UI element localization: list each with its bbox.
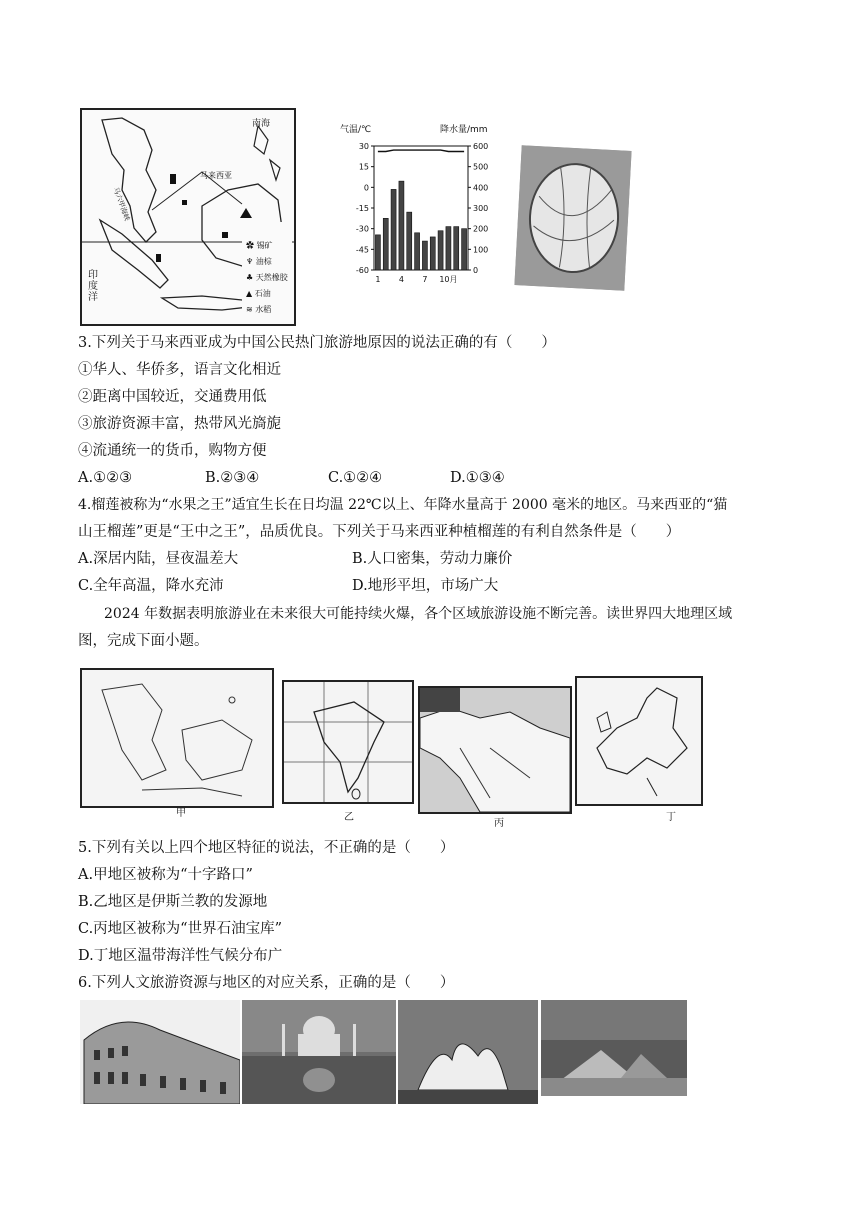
- map-label-country: 马来西亚: [200, 171, 232, 180]
- precip-bar: [383, 218, 388, 270]
- q3-option-d[interactable]: D.①③④: [450, 470, 505, 486]
- q3-stem: 3.下列关于马来西亚成为中国公民热门旅游地原因的说法正确的有（ ）: [78, 335, 556, 351]
- precip-bar: [430, 237, 435, 270]
- precip-bar: [422, 241, 427, 270]
- q5-stem: 5.下列有关以上四个地区特征的说法，不正确的是（ ）: [78, 840, 455, 856]
- map-label-strait: 马六甲海峡: [111, 186, 132, 222]
- region-map-bing-drawing: [420, 688, 570, 812]
- climate-y-left-title: 气温/℃: [340, 125, 372, 135]
- colosseum-photo: [80, 1000, 240, 1104]
- precip-bar: [399, 181, 404, 270]
- precip-bar: [391, 189, 396, 270]
- precip-bar: [407, 212, 412, 270]
- climate-left-tick-label: -30: [355, 224, 369, 234]
- q4-stem-line1: 4.榴莲被称为“水果之王”适宜生长在日均温 22℃以上、年降水量高于 2000 毫米的地区。马来西亚的“猫: [78, 497, 728, 513]
- legend-rice-icon: ≋ 水稻: [246, 305, 272, 314]
- malaysia-map: [80, 108, 296, 326]
- q4-option-b[interactable]: B.人口密集，劳动力廉价: [352, 551, 513, 567]
- q3-item-4: ④流通统一的货币，购物方便: [78, 443, 267, 459]
- pyramids-photo: [541, 1000, 687, 1096]
- climate-left-tick-label: 30: [358, 142, 369, 151]
- durian-photo: [514, 145, 631, 291]
- climate-chart-svg: [340, 118, 500, 298]
- climate-left-tick-label: -15: [355, 204, 369, 213]
- q3-option-c[interactable]: C.①②④: [328, 470, 383, 486]
- q5-option-b[interactable]: B.乙地区是伊斯兰教的发源地: [78, 894, 268, 910]
- map-label-ocean: 印度洋: [88, 270, 98, 303]
- legend-rubber-icon: ♣ 天然橡胶: [246, 273, 288, 282]
- region-map-yi: [282, 680, 414, 804]
- opera-house-drawing: [398, 1000, 538, 1104]
- q4-option-a[interactable]: A.深居内陆，昼夜温差大: [78, 551, 239, 567]
- climate-right-tick-label: 100: [473, 245, 489, 255]
- q3-option-b[interactable]: B.②③④: [205, 470, 260, 486]
- q6-stem: 6.下列人文旅游资源与地区的对应关系，正确的是（ ）: [78, 975, 455, 991]
- q4-option-c[interactable]: C.全年高温，降水充沛: [78, 578, 224, 594]
- intro-line1: 2024 年数据表明旅游业在未来很大可能持续火爆，各个区域旅游设施不断完善。读世界四大地理区域: [104, 606, 733, 622]
- taj-mahal-drawing: [242, 1000, 396, 1104]
- region-map-jia: [80, 668, 274, 808]
- region-map-bing: [418, 686, 572, 814]
- climate-left-tick-label: 0: [363, 183, 369, 193]
- legend-tin-icon: ✿ 锡矿: [246, 241, 273, 250]
- q3-item-3: ③旅游资源丰富，热带风光旖旎: [78, 416, 281, 432]
- temperature-line: [378, 150, 464, 151]
- region-label-bing: 丙: [494, 818, 504, 829]
- climate-right-tick-label: 0: [473, 266, 479, 275]
- pyramids-drawing: [541, 1000, 687, 1096]
- precip-bar: [438, 231, 443, 270]
- legend-oil-icon: ▲ 石油: [246, 289, 271, 298]
- precip-bar: [415, 233, 420, 270]
- region-map-jia-drawing: [82, 670, 272, 806]
- climate-right-tick-label: 400: [473, 183, 489, 193]
- q3-item-2: ②距离中国较近，交通费用低: [78, 389, 267, 405]
- q4-stem-line2: 山王榴莲”更是“王中之王”，品质优良。下列关于马来西亚种植榴莲的有利自然条件是（ ）: [78, 524, 681, 540]
- intro-line2: 图，完成下面小题。: [78, 633, 209, 649]
- q3-item-1: ①华人、华侨多，语言文化相近: [78, 362, 281, 378]
- sydney-opera-house-photo: [398, 1000, 538, 1104]
- q4-option-d[interactable]: D.地形平坦，市场广大: [352, 578, 499, 594]
- region-label-jia: 甲: [176, 808, 186, 819]
- taj-mahal-photo: [242, 1000, 396, 1104]
- q5-option-d[interactable]: D.丁地区温带海洋性气候分布广: [78, 948, 283, 964]
- precip-bar: [375, 235, 380, 270]
- climate-x-tick-label: 1: [375, 275, 381, 284]
- precip-bar: [462, 229, 467, 270]
- climate-right-tick-label: 200: [473, 224, 489, 234]
- region-map-ding: [575, 676, 703, 806]
- climate-chart: [340, 118, 500, 298]
- climate-left-tick-label: -45: [355, 245, 369, 255]
- climate-right-tick-label: 300: [473, 204, 489, 213]
- region-map-yi-drawing: [284, 682, 412, 802]
- region-label-ding: 丁: [666, 812, 676, 823]
- climate-left-tick-label: -60: [355, 266, 369, 275]
- precip-bar: [446, 227, 451, 270]
- q3-option-a[interactable]: A.①②③: [78, 470, 133, 486]
- climate-y-right-title: 降水量/mm: [440, 125, 488, 135]
- region-label-yi: 乙: [344, 812, 354, 823]
- climate-x-tick-label: 7: [422, 275, 428, 284]
- climate-x-tick-label: 10月: [439, 275, 458, 284]
- climate-left-tick-label: 15: [358, 162, 369, 172]
- q5-option-a[interactable]: A.甲地区被称为“十字路口”: [78, 867, 253, 883]
- precip-bar: [454, 227, 459, 270]
- map-label-sea: 南海: [252, 119, 271, 129]
- colosseum-drawing: [80, 1000, 240, 1104]
- durian-drawing: [514, 145, 631, 291]
- q5-option-c[interactable]: C.丙地区被称为“世界石油宝库”: [78, 921, 283, 937]
- climate-x-tick-label: 4: [398, 275, 404, 284]
- climate-right-tick-label: 600: [473, 142, 489, 151]
- climate-right-tick-label: 500: [473, 162, 489, 172]
- legend-oilpalm-icon: ♆ 油棕: [246, 257, 272, 266]
- region-map-ding-drawing: [577, 678, 701, 804]
